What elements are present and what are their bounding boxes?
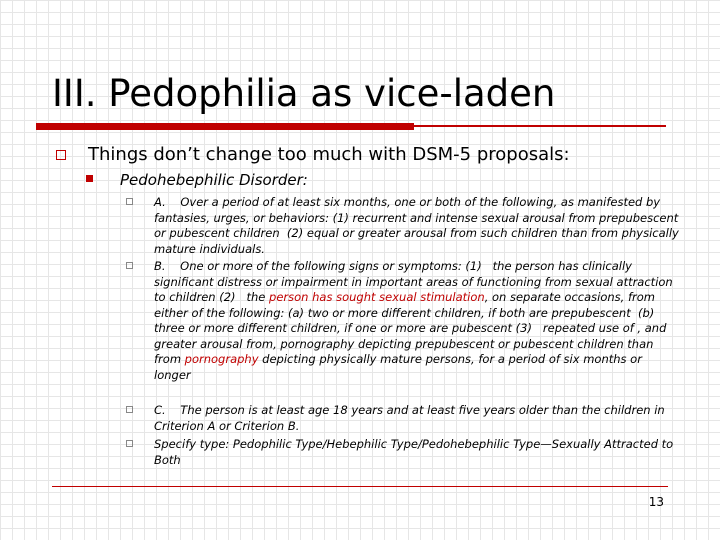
- criterion-a-text: A. Over a period of at least six months, one or both of the following, as manifested by fantasies, urges, or behaviors: (1) recurrent and intense sexual arousal from prepubescent or pubescent children (2) equal or greater arousal from such children than from physically mature individuals.: [154, 195, 679, 256]
- criterion-b-part2: , on separate occasions, from either of the following: (a) two or more different children, if both are prepubescent (b) three or more different children, if one or more are pubescent (3) repeated use of , and greater arousal from, pornography depicting prepubescent or pubescent children than from: [154, 290, 667, 366]
- bullet-level2-text: Pedohebephilic Disorder:: [120, 171, 308, 189]
- title-underline-accent: [36, 123, 414, 130]
- criterion-b-part3: depicting physically mature persons, for a period of six months or longer: [154, 352, 642, 382]
- footer-divider: [52, 486, 668, 487]
- criterion-b-highlight-sought: person has sought sexual stimulation: [269, 290, 485, 304]
- criterion-c-text: C. The person is at least age 18 years and at least five years older than the children in Criterion A or Criterion B.: [154, 403, 665, 433]
- hollow-square-bullet-icon: [126, 440, 133, 447]
- slide-title: III. Pedophilia as vice-laden: [52, 72, 556, 115]
- hollow-square-bullet-icon: [126, 262, 133, 269]
- bullet-level1-text: Things don’t change too much with DSM-5 proposals:: [88, 144, 570, 165]
- slide-number: 13: [648, 495, 664, 509]
- specify-type-text: Specify type: Pedophilic Type/Hebephilic Type/Pedohebephilic Type—Sexually Attracted to Both: [154, 437, 674, 467]
- criterion-b-highlight-pornography: pornography: [184, 352, 259, 366]
- hollow-square-bullet-icon: [126, 406, 133, 413]
- criterion-b-text: [154, 259, 679, 383]
- filled-square-bullet-icon: [86, 175, 93, 182]
- criterion-b-part1: B. One or more of the following signs or symptoms: (1) the person has clinically significant distress or impairment in important areas of functioning from sexual attraction to children (2) the: [154, 259, 673, 304]
- hollow-square-bullet-icon: [126, 198, 133, 205]
- hollow-square-bullet-icon: [56, 150, 66, 160]
